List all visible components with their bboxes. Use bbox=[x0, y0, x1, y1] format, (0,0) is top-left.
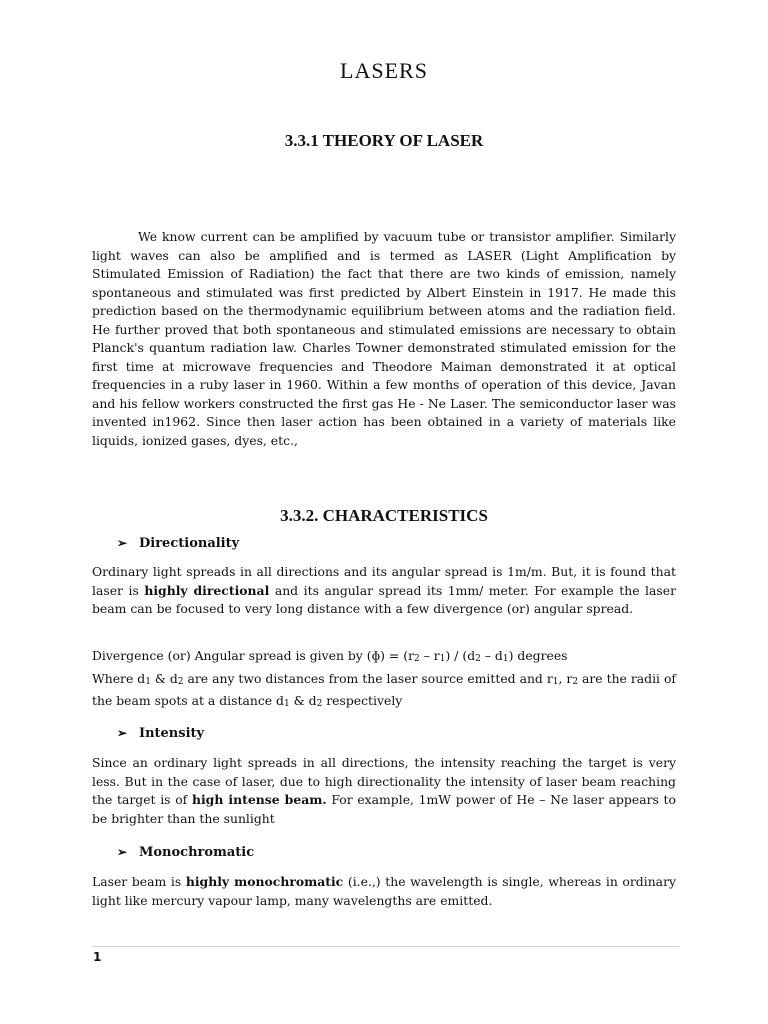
footer-divider bbox=[92, 946, 679, 947]
bullet-intensity bbox=[117, 726, 204, 741]
divergence-explanation: Where d1 & d2 are any two distances from the laser source emitted and r1, r2 are the radii of the beam spots at a distance d1 & d2 respectively bbox=[92, 671, 676, 709]
bullet-directionality bbox=[117, 536, 239, 551]
monochromatic-paragraph: Laser beam is highly monochromatic (i.e.,) the wavelength is single, whereas in ordinary light like mercury vapour lamp, many wavelengths are emitted. bbox=[92, 874, 676, 908]
directionality-paragraph: Ordinary light spreads in all directions and its angular spread is 1m/m. But, it is found that laser is highly directional and its angular spread its 1mm/ meter. For example the laser beam can be focused to very long distance with a few divergence (or) angular spread. bbox=[92, 564, 677, 616]
theory-paragraph: We know current can be amplified by vacuum tube or transistor amplifier. Similarly light waves can also be amplified and is termed as LASER (Light Amplification by Stimulated Emission of Radiation) the fact that there are two kinds of emission, namely spontaneous and stimulated was first predicted by Albert Einstein in 1917. He made this prediction based on the thermodynamic equilibrium between atoms and the radiation field. He further proved that both spontaneous and stimulated emissions are necessary to obtain Planck's quantum radiation law. Charles Towner demonstrated stimulated emission for the first time at microwave frequencies and Theodore Maiman demonstrated it at optical frequencies in a ruby laser in 1960. Within a few months of operation of this device, Javan and his fellow workers constructed the first gas He - Ne Laser. The semiconductor laser was invented in1962. Since then laser action has been obtained in a variety of materials like liquids, ionized gases, dyes, etc., bbox=[92, 229, 676, 448]
document-title: LASERS bbox=[340, 58, 428, 83]
bullet-label: Directionality bbox=[139, 536, 240, 551]
bullet-arrow-icon: ➢ bbox=[117, 536, 128, 550]
intensity-paragraph: Since an ordinary light spreads in all directions, the intensity reaching the target is very less. But in the case of laser, due to high directionality the intensity of laser beam reaching the target is of high intense beam. For example, 1mW power of He – Ne laser appears to be brighter than the sunlight bbox=[92, 755, 676, 826]
bullet-label: Intensity bbox=[139, 726, 205, 741]
divergence-formula: Divergence (or) Angular spread is given by (ɸ) = (r2 – r1) / (d2 – d1) degrees bbox=[92, 648, 568, 664]
section-heading-theory: 3.3.1 THEORY OF LASER bbox=[284, 131, 484, 150]
bullet-label: Monochromatic bbox=[139, 845, 255, 860]
section-heading-characteristics: 3.3.2. CHARACTERISTICS bbox=[280, 506, 488, 525]
page-number: 1 bbox=[93, 950, 102, 964]
bullet-arrow-icon: ➢ bbox=[117, 726, 128, 740]
bullet-arrow-icon: ➢ bbox=[117, 845, 128, 859]
bullet-monochromatic bbox=[117, 845, 254, 860]
